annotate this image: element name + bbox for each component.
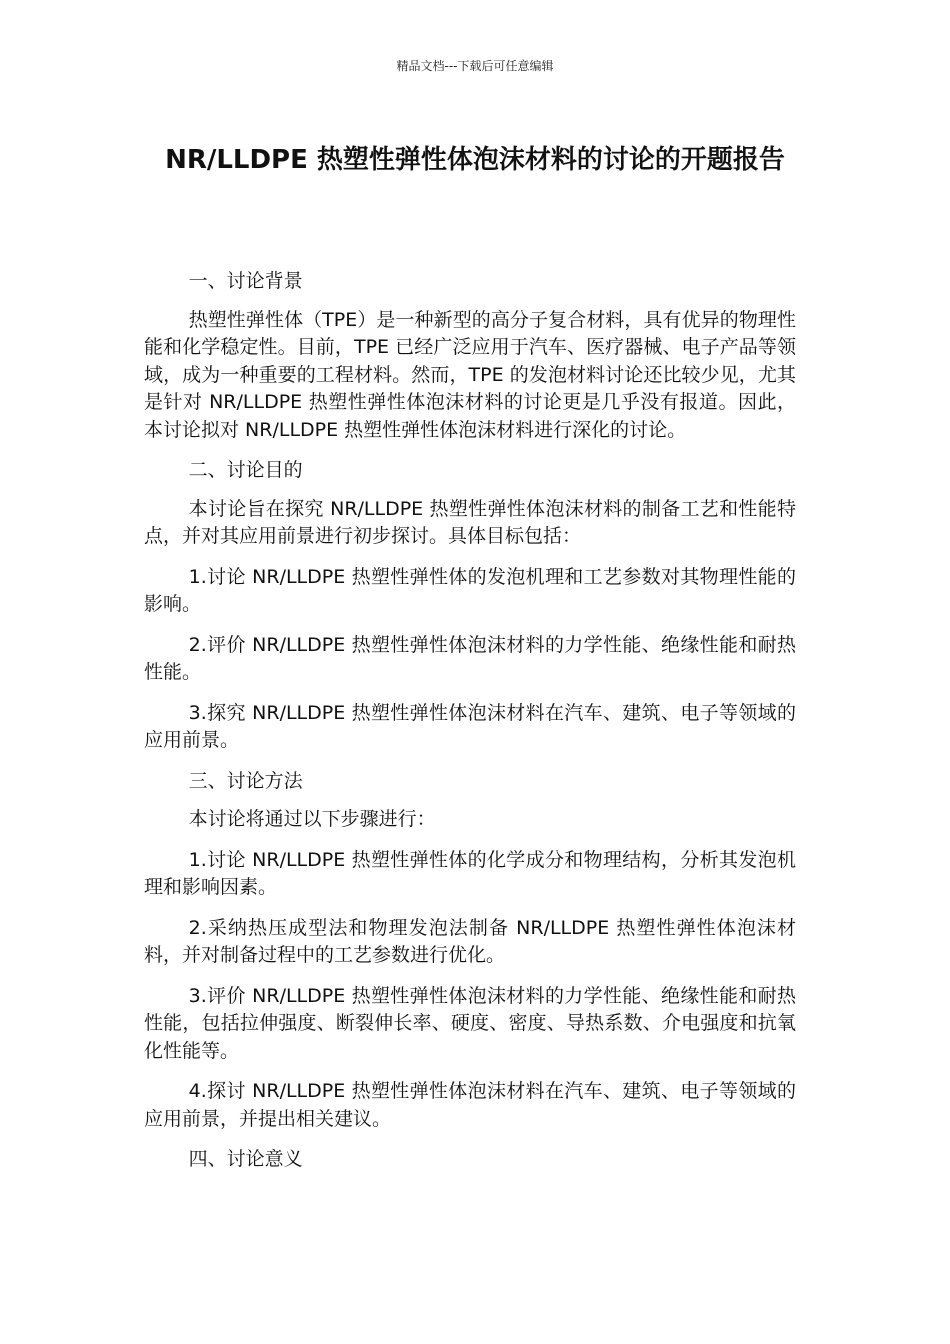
- section-heading-purpose: 二、讨论目的: [188, 459, 303, 481]
- document-title: NR/LLDPE 热塑性弹性体泡沫材料的讨论的开题报告: [165, 145, 785, 175]
- purpose-item-1: 1.讨论 NR/LLDPE 热塑性弹性体的发泡机理和工艺参数对其物理性能的影响。: [144, 565, 796, 615]
- section-heading-background: 一、讨论背景: [188, 270, 303, 292]
- paragraph-method-intro: 本讨论将通过以下步骤进行：: [188, 808, 436, 830]
- section-heading-method: 三、讨论方法: [188, 769, 303, 792]
- section-heading-significance: 四、讨论意义: [188, 1148, 303, 1170]
- method-step-3: 3.评价 NR/LLDPE 热塑性弹性体泡沫材料的力学性能、绝缘性能和耐热性能，包括拉伸强度、断裂伸长率、硬度、密度、导热系数、介电强度和抗氧化性能等。: [144, 984, 796, 1062]
- method-step-1: 1.讨论 NR/LLDPE 热塑性弹性体的化学成分和物理结构，分析其发泡机理和影响因素。: [144, 848, 796, 898]
- page-header: 精品文档---下载后可任意编辑: [396, 59, 554, 73]
- paragraph-background: 热塑性弹性体（TPE）是一种新型的高分子复合材料，具有优异的物理性能和化学稳定性。目前，TPE 已经广泛应用于汽车、医疗器械、电子产品等领域，成为一种重要的工程材料。然而，TPE 的发泡材料讨论还比较少见，尤其是针对 NR/LLDPE 热塑性弹性体泡沫材料的讨论更是几乎没有报道。因此，本讨论拟对 NR/LLDPE 热塑性弹性体泡沫材料进行深化的讨论。: [144, 308, 796, 441]
- method-step-4: 4.探讨 NR/LLDPE 热塑性弹性体泡沫材料在汽车、建筑、电子等领域的应用前景，并提出相关建议。: [144, 1080, 796, 1130]
- paragraph-purpose: 本讨论旨在探究 NR/LLDPE 热塑性弹性体泡沫材料的制备工艺和性能特点，并对其应用前景进行初步探讨。具体目标包括：: [144, 497, 796, 547]
- method-step-2: 2.采纳热压成型法和物理发泡法制备 NR/LLDPE 热塑性弹性体泡沫材料，并对制备过程中的工艺参数进行优化。: [144, 916, 796, 966]
- purpose-item-2: 2.评价 NR/LLDPE 热塑性弹性体泡沫材料的力学性能、绝缘性能和耐热性能。: [144, 633, 796, 683]
- document-body: [144, 268, 796, 1185]
- purpose-item-3: 3.探究 NR/LLDPE 热塑性弹性体泡沫材料在汽车、建筑、电子等领域的应用前景。: [144, 701, 796, 751]
